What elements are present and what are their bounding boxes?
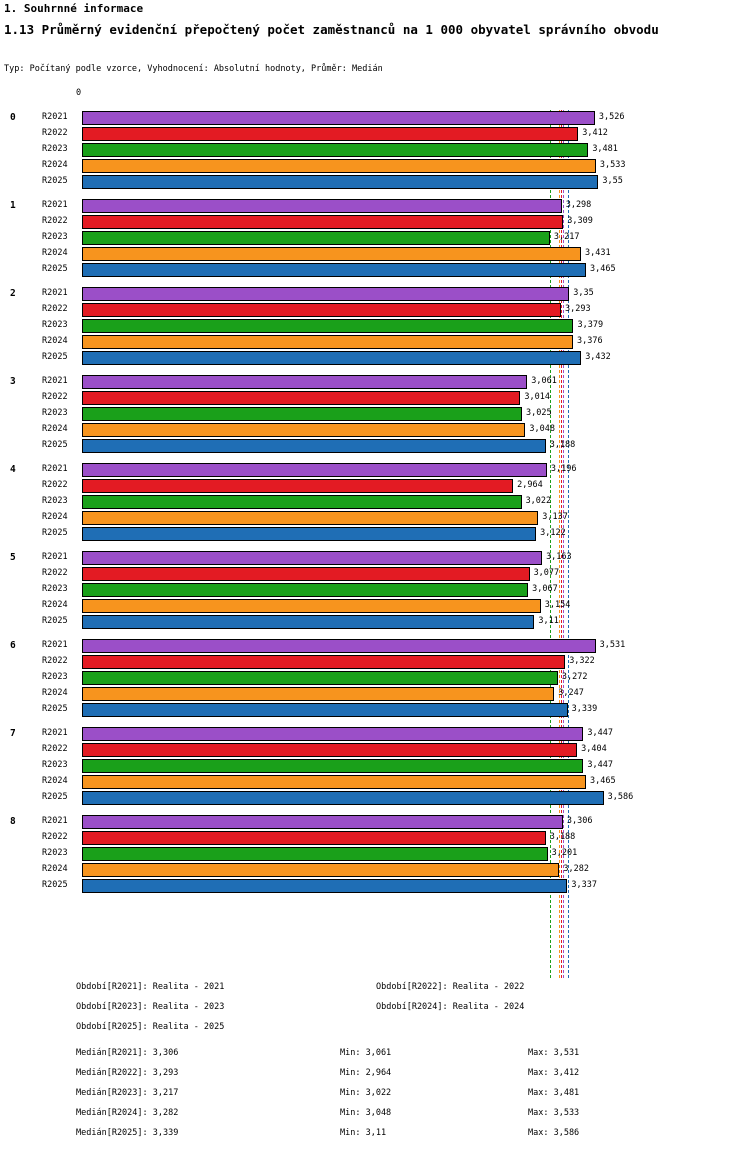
stat-median: Medián[R2023]: 3,217 bbox=[76, 1088, 179, 1098]
bar-value-label: 3,322 bbox=[569, 656, 595, 666]
bar-value-label: 3,298 bbox=[565, 200, 592, 210]
bar[interactable] bbox=[82, 687, 554, 701]
series-row-label: R2021 bbox=[42, 200, 68, 210]
chart-row bbox=[0, 830, 750, 846]
chart-row bbox=[0, 158, 750, 174]
axis-origin-label: 0 bbox=[76, 88, 82, 98]
series-row-label: R2021 bbox=[42, 464, 68, 474]
group-label: 0 bbox=[10, 112, 16, 123]
series-row-label: R2024 bbox=[42, 688, 68, 698]
group-label: 1 bbox=[10, 200, 16, 211]
bar-value-label: 3,35 bbox=[573, 288, 594, 298]
chart-area bbox=[0, 88, 750, 978]
chart-row bbox=[0, 510, 750, 526]
series-row-label: R2021 bbox=[42, 376, 68, 386]
group-label: 7 bbox=[10, 728, 16, 739]
bar-value-label: 3,337 bbox=[571, 880, 597, 890]
bar[interactable] bbox=[82, 423, 525, 437]
chart-row bbox=[0, 494, 750, 510]
chart-stats bbox=[0, 1048, 750, 1148]
series-row-label: R2025 bbox=[42, 792, 68, 802]
series-row-label: R2025 bbox=[42, 528, 68, 538]
chart-row bbox=[0, 582, 750, 598]
chart-legend bbox=[0, 982, 750, 1042]
series-row-label: R2025 bbox=[42, 352, 68, 362]
series-row-label: R2022 bbox=[42, 744, 68, 754]
series-row-label: R2022 bbox=[42, 128, 68, 138]
series-row-label: R2025 bbox=[42, 440, 68, 450]
series-row-label: R2025 bbox=[42, 176, 68, 186]
chart-row bbox=[0, 126, 750, 142]
group-label: 2 bbox=[10, 288, 16, 299]
group-label: 3 bbox=[10, 376, 16, 387]
chart-row bbox=[0, 702, 750, 718]
bar[interactable] bbox=[82, 111, 595, 125]
bar[interactable] bbox=[82, 759, 583, 773]
stat-row bbox=[0, 1128, 750, 1148]
bar[interactable] bbox=[82, 815, 563, 829]
bar-value-label: 3,025 bbox=[526, 408, 552, 418]
bar-value-label: 3,201 bbox=[551, 848, 578, 858]
series-row-label: R2021 bbox=[42, 816, 68, 826]
bar[interactable] bbox=[82, 303, 561, 317]
chart-row bbox=[0, 438, 750, 454]
stat-row bbox=[0, 1048, 750, 1068]
stat-min: Min: 3,061 bbox=[340, 1048, 392, 1058]
bar[interactable] bbox=[82, 199, 562, 213]
series-row-label: R2024 bbox=[42, 864, 68, 874]
chart-row bbox=[0, 110, 750, 126]
series-row-label: R2023 bbox=[42, 144, 68, 154]
bar-value-label: 3,293 bbox=[564, 304, 591, 314]
chart-row bbox=[0, 174, 750, 190]
bar[interactable] bbox=[82, 511, 538, 525]
chart-row bbox=[0, 550, 750, 566]
bar-value-label: 3,526 bbox=[598, 112, 625, 122]
chart-row bbox=[0, 350, 750, 366]
bar-value-label: 3,465 bbox=[590, 264, 616, 274]
bar[interactable] bbox=[82, 143, 588, 157]
bar-value-label: 3,533 bbox=[599, 160, 626, 170]
bar-value-label: 3,465 bbox=[590, 776, 616, 786]
stat-row bbox=[0, 1108, 750, 1128]
series-row-label: R2023 bbox=[42, 408, 68, 418]
bar[interactable] bbox=[82, 319, 573, 333]
legend-row bbox=[0, 982, 750, 1002]
bar[interactable] bbox=[82, 847, 548, 861]
bar-value-label: 3,217 bbox=[553, 232, 580, 242]
bar[interactable] bbox=[82, 215, 563, 229]
series-row-label: R2024 bbox=[42, 336, 68, 346]
bar[interactable] bbox=[82, 703, 568, 717]
bar[interactable] bbox=[82, 335, 573, 349]
bar[interactable] bbox=[82, 351, 581, 365]
group-label: 4 bbox=[10, 464, 16, 475]
legend-row bbox=[0, 1022, 750, 1042]
series-row-label: R2022 bbox=[42, 304, 68, 314]
stat-max: Max: 3,481 bbox=[528, 1088, 580, 1098]
bar[interactable] bbox=[82, 551, 542, 565]
series-row-label: R2025 bbox=[42, 616, 68, 626]
bar[interactable] bbox=[82, 495, 522, 509]
chart-row bbox=[0, 742, 750, 758]
stat-max: Max: 3,533 bbox=[528, 1108, 580, 1118]
series-row-label: R2024 bbox=[42, 512, 68, 522]
bar-value-label: 3,432 bbox=[585, 352, 611, 362]
bar-value-label: 3,282 bbox=[563, 864, 589, 874]
bar[interactable] bbox=[82, 375, 527, 389]
stat-max: Max: 3,412 bbox=[528, 1068, 580, 1078]
bar-value-label: 3,11 bbox=[538, 616, 559, 626]
series-row-label: R2025 bbox=[42, 264, 68, 274]
chart-row bbox=[0, 566, 750, 582]
bar-value-label: 3,067 bbox=[532, 584, 558, 594]
chart-row bbox=[0, 462, 750, 478]
bar-value-label: 3,339 bbox=[571, 704, 598, 714]
series-row-label: R2022 bbox=[42, 216, 68, 226]
bar[interactable] bbox=[82, 231, 550, 245]
bar-value-label: 3,196 bbox=[550, 464, 577, 474]
chart-row bbox=[0, 406, 750, 422]
chart-row bbox=[0, 814, 750, 830]
stat-median: Medián[R2022]: 3,293 bbox=[76, 1068, 179, 1078]
chart-row bbox=[0, 334, 750, 350]
chart-row bbox=[0, 422, 750, 438]
bar[interactable] bbox=[82, 247, 581, 261]
series-row-label: R2022 bbox=[42, 480, 68, 490]
bar-value-label: 3,586 bbox=[607, 792, 634, 802]
bar[interactable] bbox=[82, 863, 559, 877]
stat-max: Max: 3,586 bbox=[528, 1128, 580, 1138]
bar-value-label: 3,188 bbox=[549, 832, 576, 842]
chart-subtitle: Typ: Počítaný podle vzorce, Vyhodnocení: Absolutní hodnoty, Průměr: Medián bbox=[4, 64, 383, 74]
bar-value-label: 3,447 bbox=[587, 760, 613, 770]
bar-value-label: 3,55 bbox=[602, 176, 623, 186]
bar[interactable] bbox=[82, 671, 558, 685]
chart-row bbox=[0, 214, 750, 230]
chart-row bbox=[0, 878, 750, 894]
bar-value-label: 3,137 bbox=[542, 512, 568, 522]
bar[interactable] bbox=[82, 463, 547, 477]
chart-row bbox=[0, 758, 750, 774]
chart-row bbox=[0, 686, 750, 702]
bar-value-label: 2,964 bbox=[517, 480, 543, 490]
chart-row bbox=[0, 142, 750, 158]
stat-median: Medián[R2021]: 3,306 bbox=[76, 1048, 179, 1058]
bar[interactable] bbox=[82, 655, 565, 669]
stat-row bbox=[0, 1088, 750, 1108]
chart-row bbox=[0, 198, 750, 214]
bar-value-label: 3,404 bbox=[581, 744, 607, 754]
bar-value-label: 3,014 bbox=[524, 392, 550, 402]
bar[interactable] bbox=[82, 639, 596, 653]
bar-value-label: 3,188 bbox=[549, 440, 576, 450]
stat-min: Min: 3,048 bbox=[340, 1108, 392, 1118]
bar[interactable] bbox=[82, 439, 546, 453]
bar[interactable] bbox=[82, 527, 536, 541]
series-row-label: R2022 bbox=[42, 656, 68, 666]
chart-row bbox=[0, 598, 750, 614]
series-row-label: R2023 bbox=[42, 320, 68, 330]
series-row-label: R2023 bbox=[42, 584, 68, 594]
legend-entry: Období[R2022]: Realita - 2022 bbox=[376, 982, 525, 992]
series-row-label: R2024 bbox=[42, 424, 68, 434]
bar-value-label: 3,309 bbox=[567, 216, 593, 226]
bar-plot bbox=[0, 110, 750, 978]
bar-value-label: 3,431 bbox=[585, 248, 611, 258]
stat-median: Medián[R2025]: 3,339 bbox=[76, 1128, 179, 1138]
bar[interactable] bbox=[82, 391, 520, 405]
series-row-label: R2022 bbox=[42, 568, 68, 578]
group-label: 5 bbox=[10, 552, 16, 563]
series-row-label: R2023 bbox=[42, 848, 68, 858]
chart-row bbox=[0, 638, 750, 654]
series-row-label: R2025 bbox=[42, 880, 68, 890]
series-row-label: R2025 bbox=[42, 704, 68, 714]
series-row-label: R2023 bbox=[42, 672, 68, 682]
bar[interactable] bbox=[82, 583, 528, 597]
chart-row bbox=[0, 774, 750, 790]
chart-row bbox=[0, 790, 750, 806]
group-label: 6 bbox=[10, 640, 16, 651]
stat-min: Min: 2,964 bbox=[340, 1068, 392, 1078]
bar-value-label: 3,272 bbox=[561, 672, 588, 682]
bar[interactable] bbox=[82, 879, 567, 893]
stat-max: Max: 3,531 bbox=[528, 1048, 580, 1058]
series-row-label: R2023 bbox=[42, 232, 68, 242]
bar[interactable] bbox=[82, 567, 530, 581]
bar-value-label: 3,154 bbox=[544, 600, 571, 610]
series-row-label: R2024 bbox=[42, 160, 68, 170]
chart-row bbox=[0, 670, 750, 686]
chart-row bbox=[0, 862, 750, 878]
chart-row bbox=[0, 246, 750, 262]
group-label: 8 bbox=[10, 816, 16, 827]
chart-row bbox=[0, 390, 750, 406]
stat-median: Medián[R2024]: 3,282 bbox=[76, 1108, 179, 1118]
chart-row bbox=[0, 230, 750, 246]
bar[interactable] bbox=[82, 615, 534, 629]
series-row-label: R2021 bbox=[42, 640, 68, 650]
bar-value-label: 3,247 bbox=[558, 688, 584, 698]
legend-entry: Období[R2021]: Realita - 2021 bbox=[76, 982, 225, 992]
chart-row bbox=[0, 374, 750, 390]
series-row-label: R2022 bbox=[42, 832, 68, 842]
bar[interactable] bbox=[82, 831, 546, 845]
bar[interactable] bbox=[82, 407, 522, 421]
bar-value-label: 3,022 bbox=[525, 496, 552, 506]
series-row-label: R2021 bbox=[42, 552, 68, 562]
series-row-label: R2024 bbox=[42, 600, 68, 610]
bar-value-label: 3,061 bbox=[531, 376, 557, 386]
legend-entry: Období[R2024]: Realita - 2024 bbox=[376, 1002, 525, 1012]
bar[interactable] bbox=[82, 791, 604, 805]
bar[interactable] bbox=[82, 159, 596, 173]
bar[interactable] bbox=[82, 599, 541, 613]
series-row-label: R2023 bbox=[42, 760, 68, 770]
series-row-label: R2024 bbox=[42, 776, 68, 786]
page-title: 1.13 Průměrný evidenční přepočtený počet zaměstnanců na 1 000 obyvatel správního obvodu bbox=[4, 22, 659, 37]
series-row-label: R2021 bbox=[42, 288, 68, 298]
chart-row bbox=[0, 654, 750, 670]
chart-row bbox=[0, 286, 750, 302]
chart-row bbox=[0, 526, 750, 542]
bar[interactable] bbox=[82, 127, 578, 141]
bar-value-label: 3,306 bbox=[566, 816, 593, 826]
chart-row bbox=[0, 302, 750, 318]
chart-row bbox=[0, 478, 750, 494]
bar-value-label: 3,163 bbox=[546, 552, 572, 562]
bar-value-label: 3,447 bbox=[587, 728, 613, 738]
bar[interactable] bbox=[82, 287, 569, 301]
bar[interactable] bbox=[82, 263, 586, 277]
series-row-label: R2023 bbox=[42, 496, 68, 506]
bar[interactable] bbox=[82, 775, 586, 789]
series-row-label: R2022 bbox=[42, 392, 68, 402]
bar-value-label: 3,481 bbox=[592, 144, 618, 154]
bar-value-label: 3,376 bbox=[577, 336, 603, 346]
chart-row bbox=[0, 318, 750, 334]
chart-row bbox=[0, 846, 750, 862]
bar-value-label: 3,048 bbox=[529, 424, 555, 434]
chart-row bbox=[0, 262, 750, 278]
section-heading: 1. Souhrnné informace bbox=[4, 2, 144, 15]
bar[interactable] bbox=[82, 175, 598, 189]
stat-min: Min: 3,022 bbox=[340, 1088, 392, 1098]
legend-entry: Období[R2023]: Realita - 2023 bbox=[76, 1002, 225, 1012]
legend-entry: Období[R2025]: Realita - 2025 bbox=[76, 1022, 225, 1032]
bar-value-label: 3,531 bbox=[599, 640, 626, 650]
legend-row bbox=[0, 1002, 750, 1022]
series-row-label: R2021 bbox=[42, 112, 68, 122]
chart-row bbox=[0, 614, 750, 630]
chart-row bbox=[0, 726, 750, 742]
bar[interactable] bbox=[82, 743, 577, 757]
bar-value-label: 3,077 bbox=[533, 568, 560, 578]
series-row-label: R2021 bbox=[42, 728, 68, 738]
bar[interactable] bbox=[82, 479, 513, 493]
stat-row bbox=[0, 1068, 750, 1088]
bar-value-label: 3,122 bbox=[540, 528, 566, 538]
bar[interactable] bbox=[82, 727, 583, 741]
bar-value-label: 3,379 bbox=[577, 320, 604, 330]
series-row-label: R2024 bbox=[42, 248, 68, 258]
stat-min: Min: 3,11 bbox=[340, 1128, 387, 1138]
bar-value-label: 3,412 bbox=[582, 128, 608, 138]
